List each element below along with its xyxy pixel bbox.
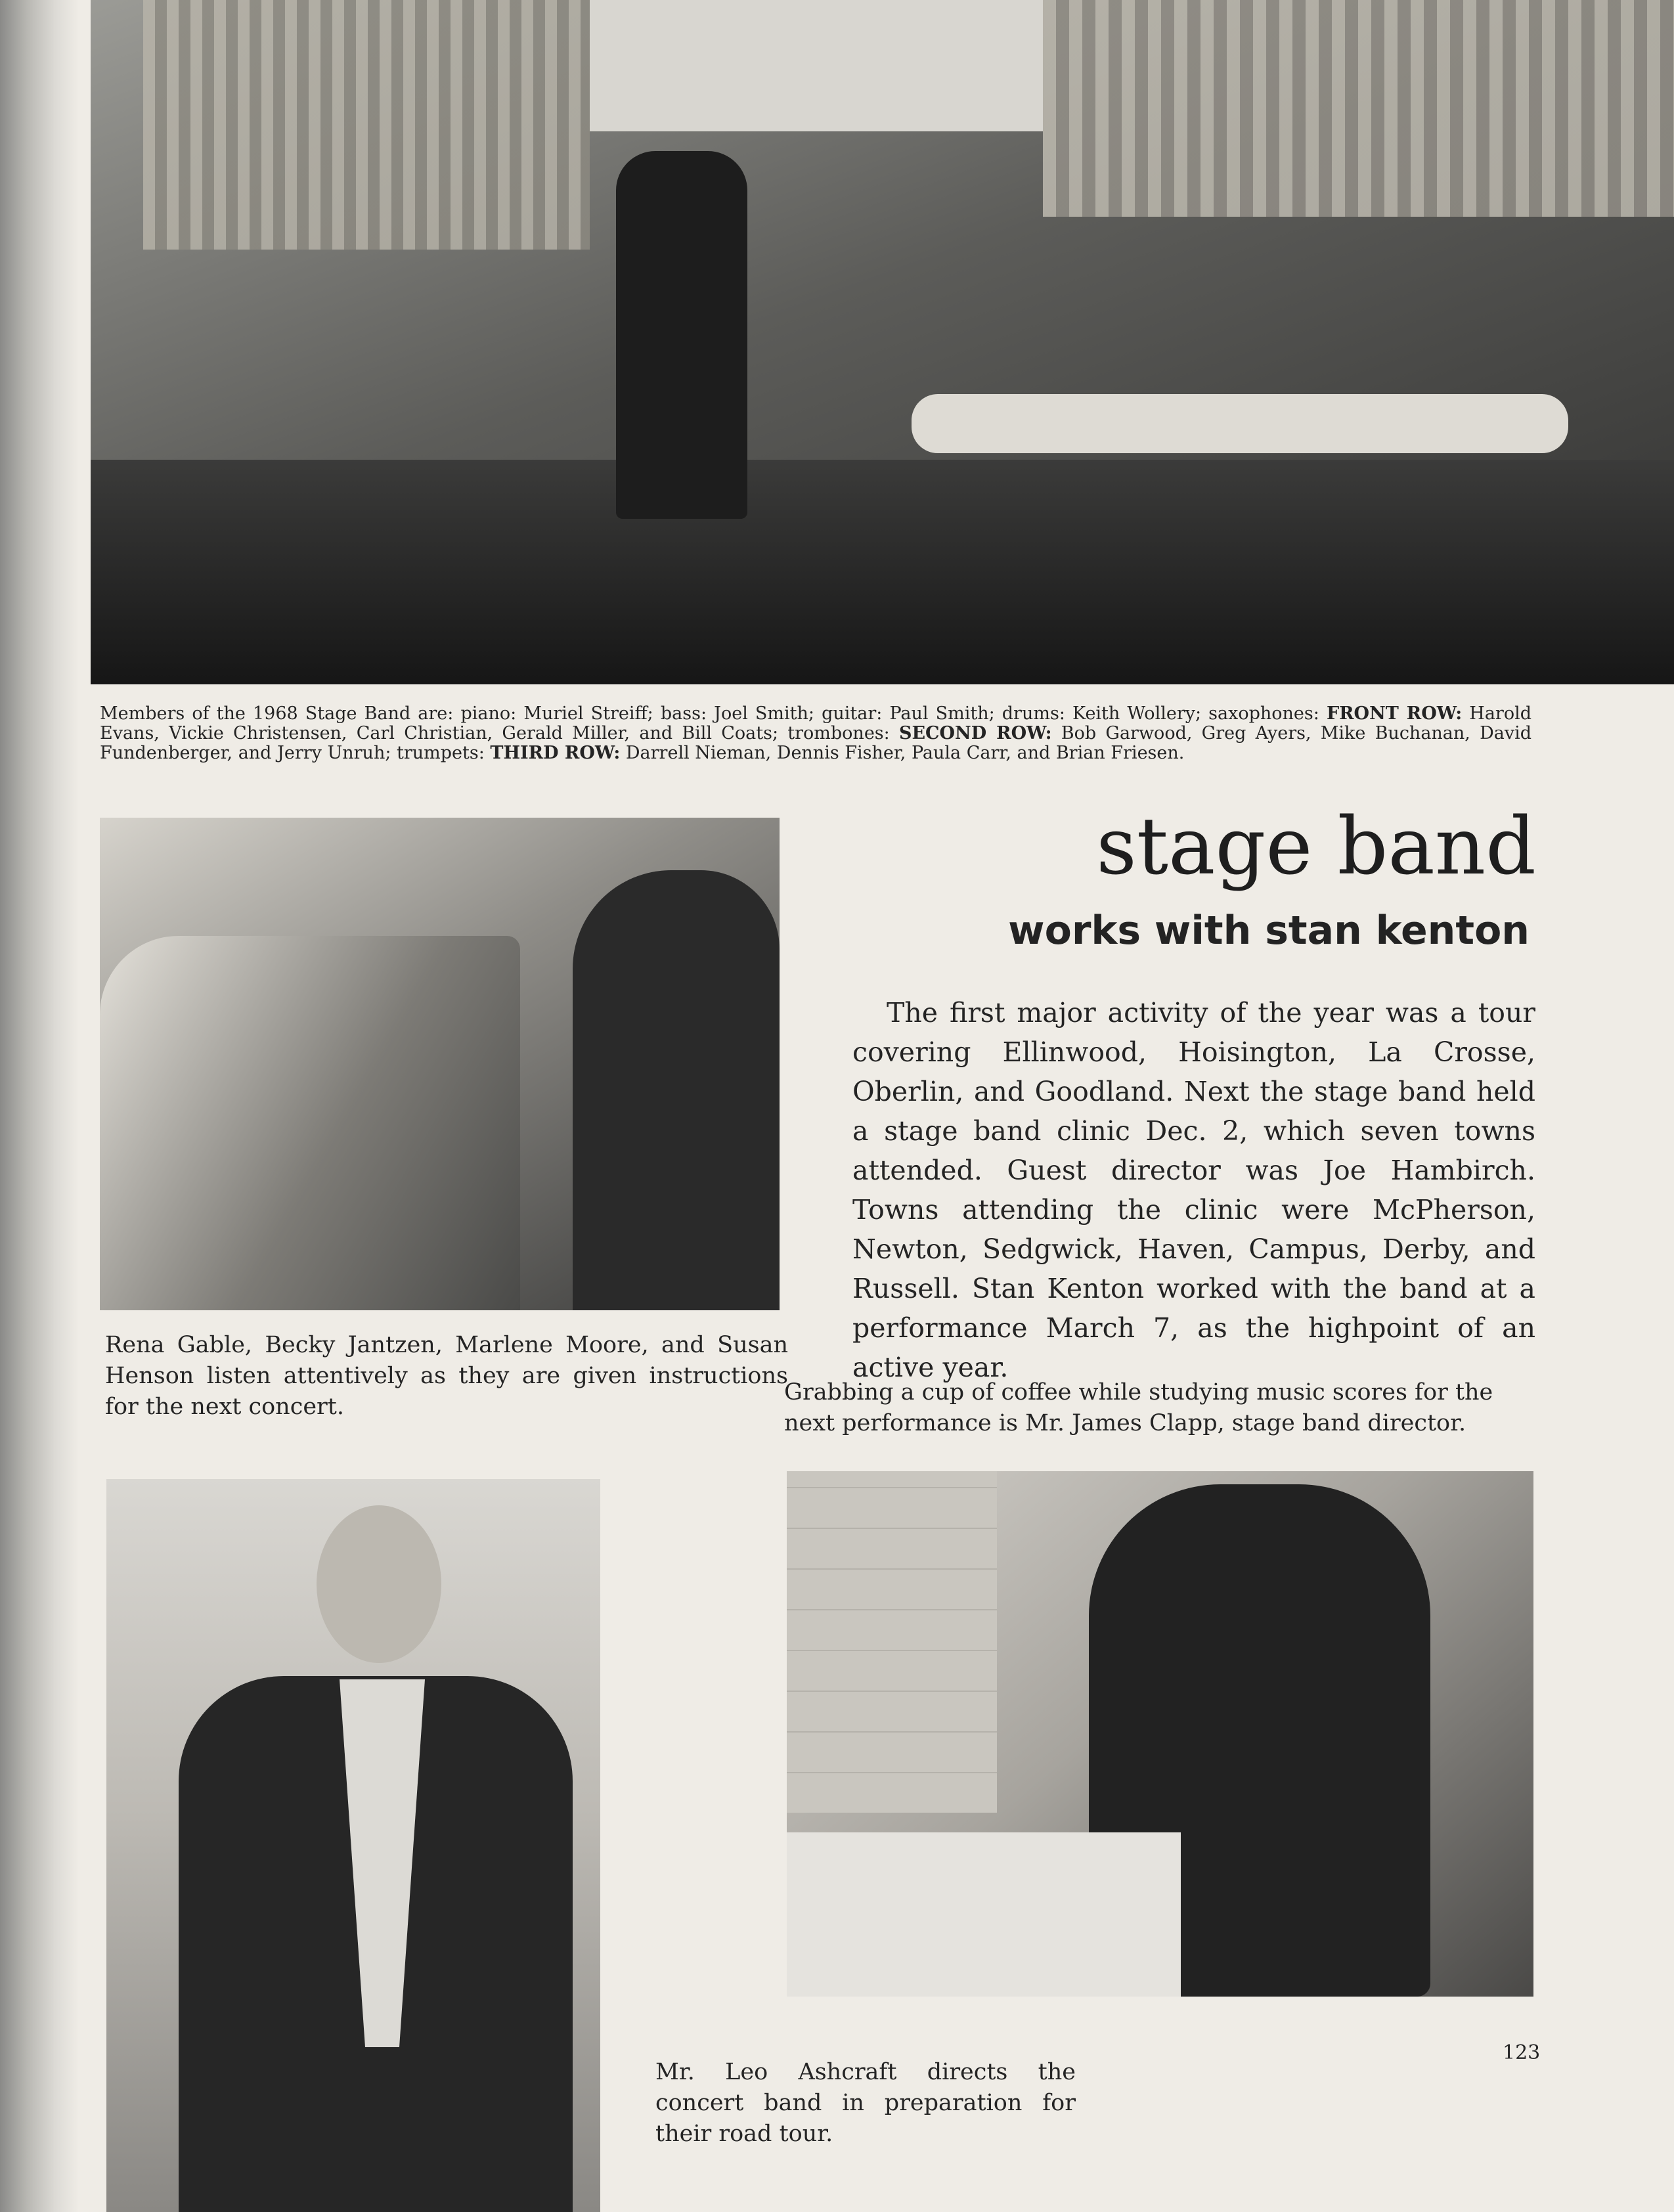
photo-seated-girls [100, 936, 520, 1310]
page-number: 123 [1503, 2041, 1541, 2064]
photo-table [787, 1832, 1181, 1997]
article-subhead: works with stan kenton [1008, 908, 1530, 954]
photo-ashcraft-head [317, 1505, 441, 1663]
photo-students-listening [100, 818, 780, 1310]
article-headline: stage band [1096, 801, 1536, 893]
article-body: The first major activity of the year was a tour covering Ellinwood, Hoisington, La Crosse, Oberlin, and Goodland. Next the stage band held a stage band clinic Dec. 2, which seven towns attended. Guest director was Joe Hambirch. Towns attending the clinic were McPherson, Newton, Sedgwick, Haven, Campus, Derby, and Russell. Stan Kenton worked with the band at a performance March 7, as the highpoint of an active year. [852, 997, 1535, 1383]
photo-conductor [616, 151, 747, 519]
photo-tiled-wall [787, 1471, 997, 1813]
caption-students-listening: Rena Gable, Becky Jantzen, Marlene Moore, and Susan Henson listen attentively as they are given instructions for the next concert. [105, 1332, 788, 1420]
caption-leo-ashcraft: Mr. Leo Ashcraft directs the concert band in preparation for their road tour. [655, 2059, 1076, 2147]
page-binding-shadow [0, 0, 79, 2212]
caption-stage-band-members: Members of the 1968 Stage Band are: piano: Muriel Streiff; bass: Joel Smith; guitar: Paul Smith; drums: Keith Wollery; saxophones: FRONT ROW: Harold Evans, Vickie Christensen, Carl Christian, Gerald Miller, and Bill Coats; trombones: SECOND ROW: Bob Garwood, Greg Ayers, Mike Buchanan, David Fundenberger, and Jerry Unruh; trumpets: THIRD ROW: Darrell Nieman, Dennis Fisher, Paula Carr, and Brian Friesen. [100, 703, 1532, 763]
photo-music-stands [912, 394, 1568, 453]
photo-curtain-left [143, 0, 590, 250]
photo-curtain-right [1043, 0, 1674, 217]
caption-james-clapp: Grabbing a cup of coffee while studying music scores for the next performance is Mr. James Clapp, stage band director. [784, 1379, 1493, 1436]
photo-leo-ashcraft [106, 1479, 600, 2212]
photo-back-wall [590, 0, 1043, 131]
photo-stage-band-performance [91, 0, 1674, 684]
photo-james-clapp [787, 1471, 1533, 1997]
photo-audience [91, 460, 1674, 684]
photo-seated-boy [573, 870, 780, 1310]
